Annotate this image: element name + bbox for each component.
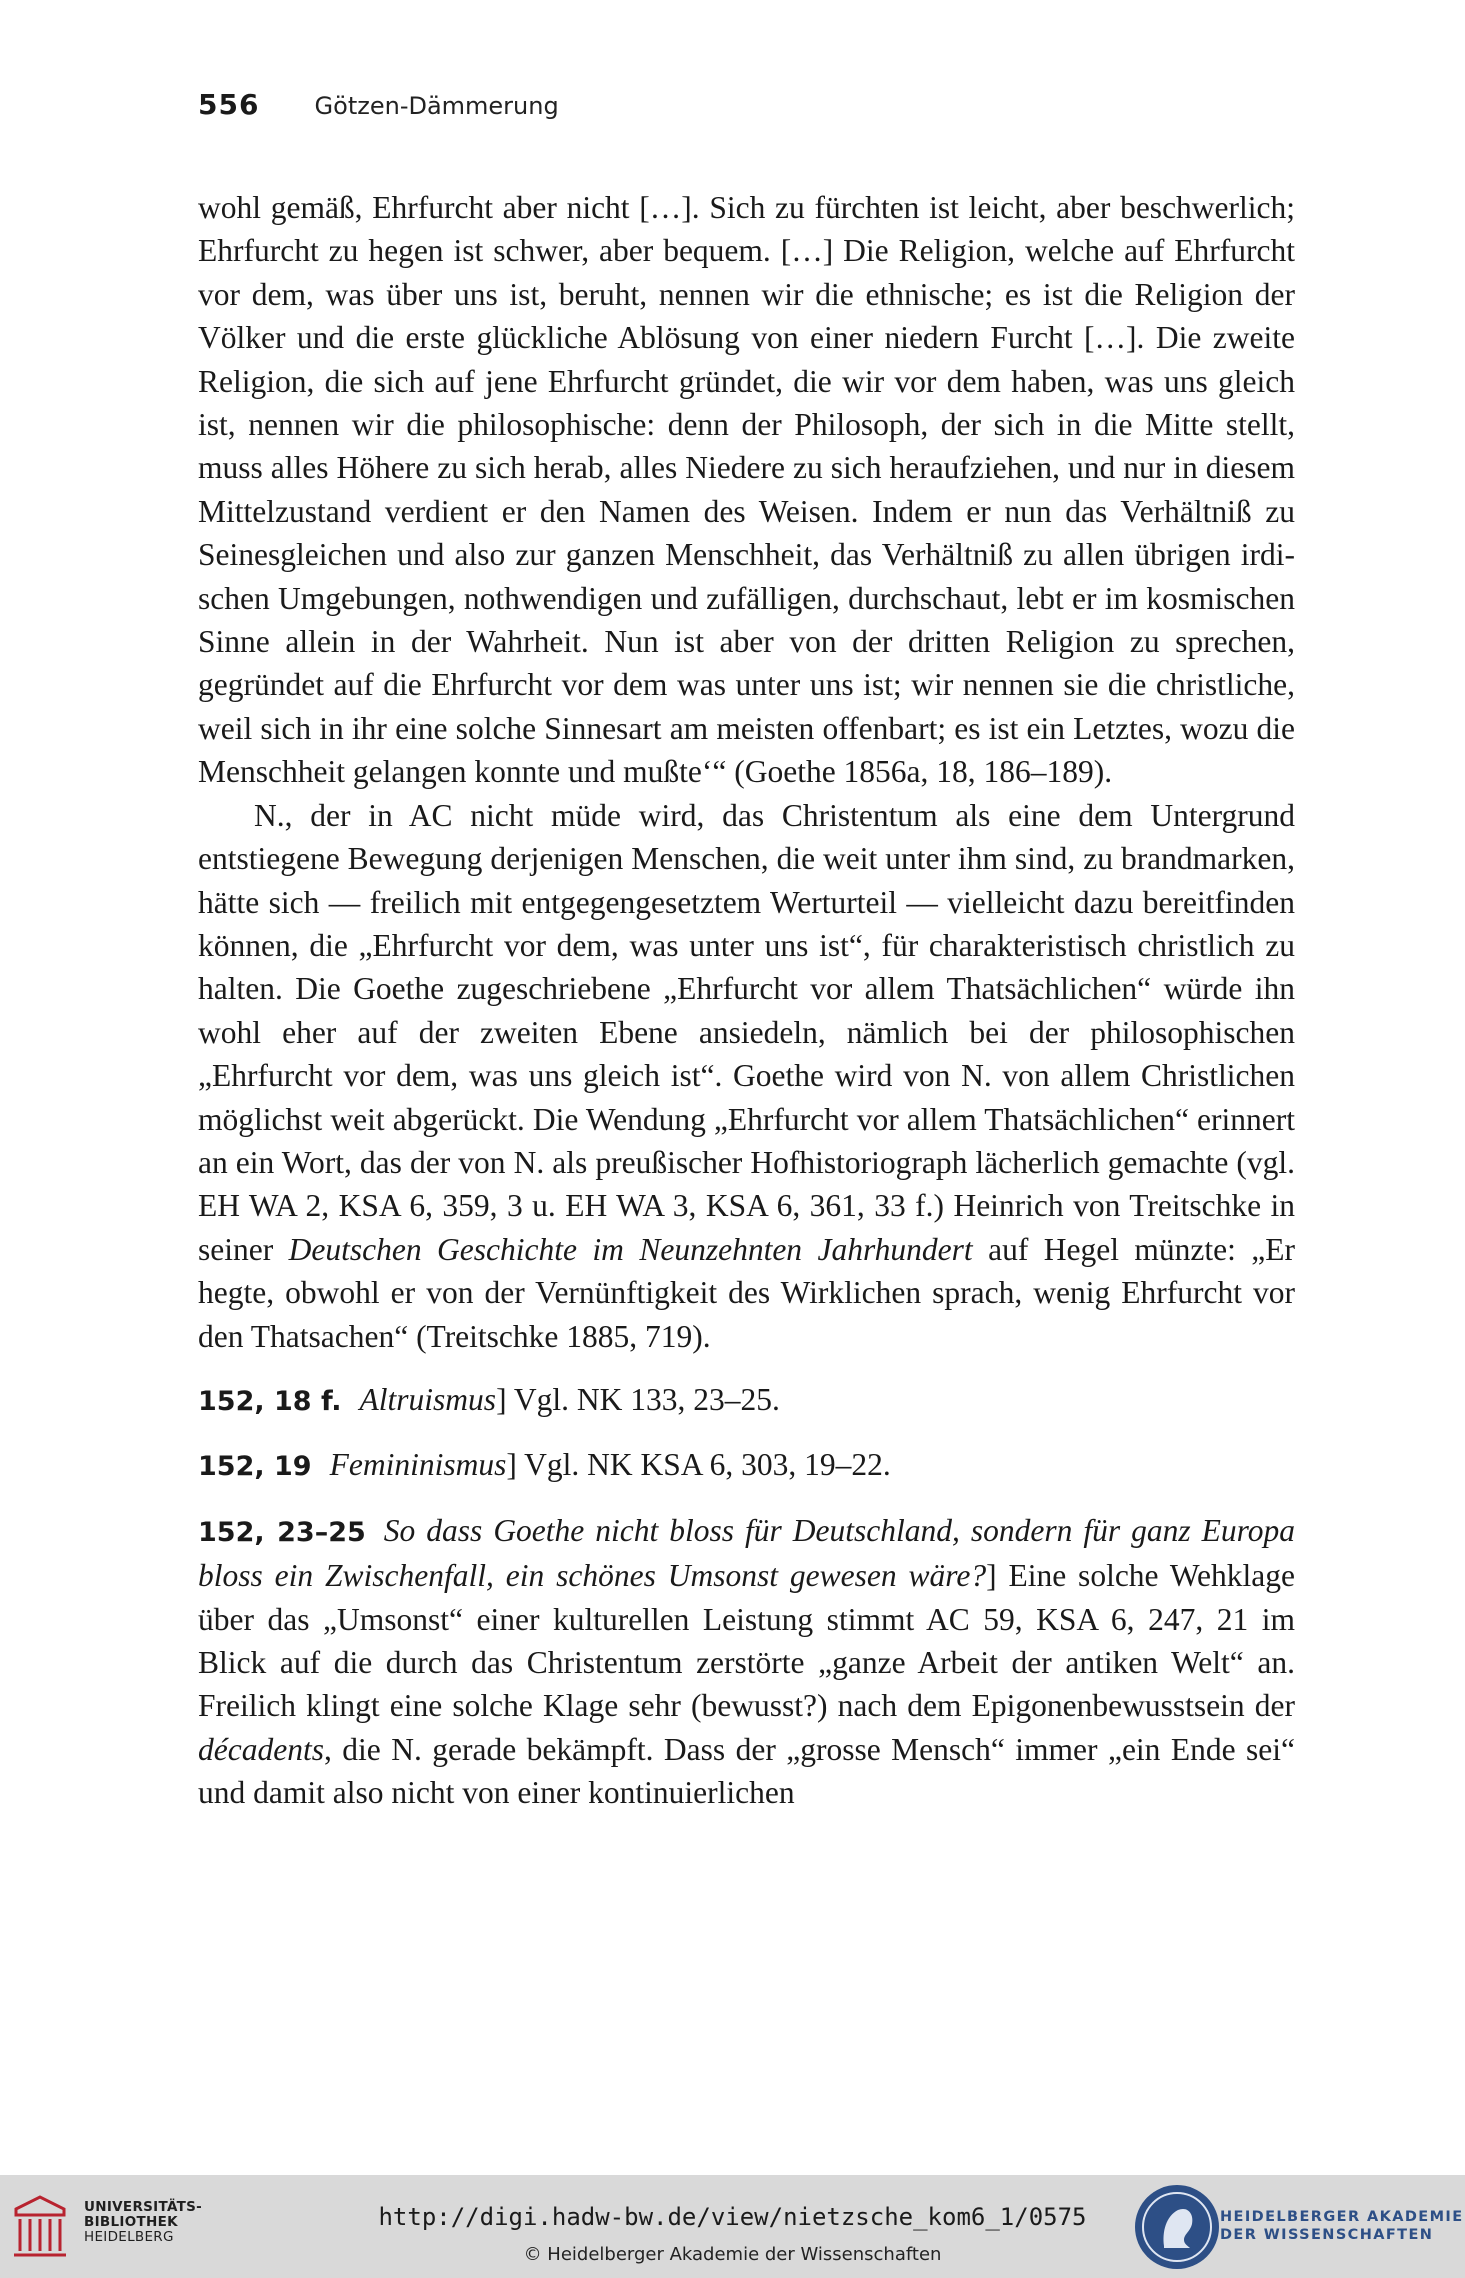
- entry-commentary: , die N. gerade bekämpft. Dass der „grosse Mensch“ immer „ein Ende sei“ und damit also nicht von einer kontinuierlichen: [198, 1731, 1295, 1811]
- line-reference: 152, 18 f.: [198, 1385, 342, 1417]
- paragraph-text: N., der in AC nicht müde wird, das Christentum als eine dem Untergrund entstiegene Bewegung derjenigen Menschen, die weit unter ihm sind, zu brandmarken, hätte sich — freilich mit entgegengesetztem Werturteil — vielleicht dazu bereitfinden können, die „Ehrfurcht vor dem, was unter uns ist“, für charakteristisch christlich zu halten. Die Goethe zugeschriebene „Ehrfurcht vor allem Thatsächlichen“ würde ihn wohl eher auf der zweiten Ebene ansiedeln, nämlich bei der philosophischen „Ehrfurcht vor dem, was uns gleich ist“. Goethe wird von N. von allem Christlichen möglichst weit abgerückt. Die Wendung „Ehrfurcht vor allem Thatsächlichen“ erinnert an ein Wort, das der von N. als preußischer Hofhistoriograph lächerlich gemachte (vgl. EH WA 2, KSA 6, 359, 3 u. EH WA 3, KSA 6, 361, 33 f.) Heinrich von Treitschke in seiner: [198, 797, 1295, 1267]
- entry-commentary: ] Eine solche Wehklage über das „Umsonst“ einer kulturellen Leistung stimmt AC 59, KSA 6, 247, 21 im Blick auf die durch das Christentum zerstörte „ganze Arbeit der antiken Welt“ an. Freilich klingt eine solche Klage sehr (bewusst?) nach dem Epigonenbewusstsein der: [198, 1558, 1295, 1724]
- line-reference: 152, 19: [198, 1451, 312, 1483]
- paragraph-text: auf Hegel münzte: „Er hegte, obwohl er von der Vernünftigkeit des Wirklichen sprach, wenig Ehrfurcht vor den Thatsachen“ (Treitschke 1885, 719).: [198, 1231, 1295, 1354]
- commentary-entry: [198, 1378, 1295, 1423]
- emphasized-term: décadents: [198, 1731, 324, 1767]
- commentary-entry: [198, 1509, 1295, 1815]
- main-text: [198, 186, 1295, 1815]
- library-name: UNIVERSITÄTS- BIBLIOTHEK HEIDELBERG: [84, 2199, 203, 2245]
- lemma: Femininismus: [329, 1447, 507, 1483]
- entry-commentary: ] Vgl. NK 133, 23–25.: [496, 1381, 780, 1417]
- footer-bar: [0, 2175, 1465, 2278]
- commentary-entry: [198, 1443, 1295, 1488]
- commentary-paragraph: [198, 794, 1295, 1358]
- copyright-notice: © Heidelberger Akademie der Wissenschaften: [523, 2244, 942, 2265]
- running-header: [198, 88, 559, 128]
- lemma: Altruismus: [359, 1381, 497, 1417]
- academy-seal-icon: [1132, 2182, 1222, 2272]
- academy-name: HEIDELBERGER AKADEMIE DER WISSENSCHAFTEN: [1220, 2209, 1464, 2243]
- page-number: 556: [198, 88, 260, 121]
- running-title: Götzen-Dämmerung: [314, 92, 559, 120]
- entry-commentary: ] Vgl. NK KSA 6, 303, 19–22.: [506, 1447, 891, 1483]
- line-reference: 152, 23–25: [198, 1516, 366, 1548]
- quote-paragraph: wohl gemäß, Ehrfurcht aber nicht […]. Sich zu fürchten ist leicht, aber beschwerlich; Ehrfurcht zu hegen ist schwer, aber bequem. […] Die Religion, welche auf Ehrfurcht vor dem, was über uns ist, beruht, nennen wir die ethnische; es ist die Religion der Völker und die erste glückliche Ablösung von einer niedern Furcht […]. Die zweite Religion, die sich auf jene Ehrfurcht gründet, die wir vor dem haben, was uns gleich ist, nennen wir die philosophische: denn der Philosoph, der sich in die Mitte stellt, muss alles Höhere zu sich herab, alles Niedere zu sich heraufziehen, und nur in diesem Mittelzustand verdient er den Namen des Weisen. Indem er nun das Verhältniß zu Seinesgleichen und also zur ganzen Menschheit, das Verhältniß zu allen übrigen irdischen Umgebungen, nothwendigen und zufälligen, durchschaut, lebt er im kosmischen Sinne allein in der Wahrheit. Nun ist aber von der dritten Religion zu sprechen, gegründet auf die Ehrfurcht vor dem was unter uns ist; wir nennen sie die christliche, weil sich in ihr eine solche Sinnesart am meisten offenbart; es ist ein Letztes, wozu die Menschheit gelangen konnte und mußte‘“ (Goethe 1856a, 18, 186–189).: [198, 190, 1295, 790]
- permalink-url[interactable]: http://digi.hadw-bw.de/view/nietzsche_kom6_1/0575: [378, 2203, 1087, 2231]
- lemma: So dass Goethe nicht bloss für Deutschland, sondern für ganz Europa bloss ein Zwischenfall, ein schönes Umsonst gewesen wäre?: [198, 1512, 1295, 1594]
- book-title: Deutschen Geschichte im Neunzehnten Jahrhundert: [288, 1231, 973, 1267]
